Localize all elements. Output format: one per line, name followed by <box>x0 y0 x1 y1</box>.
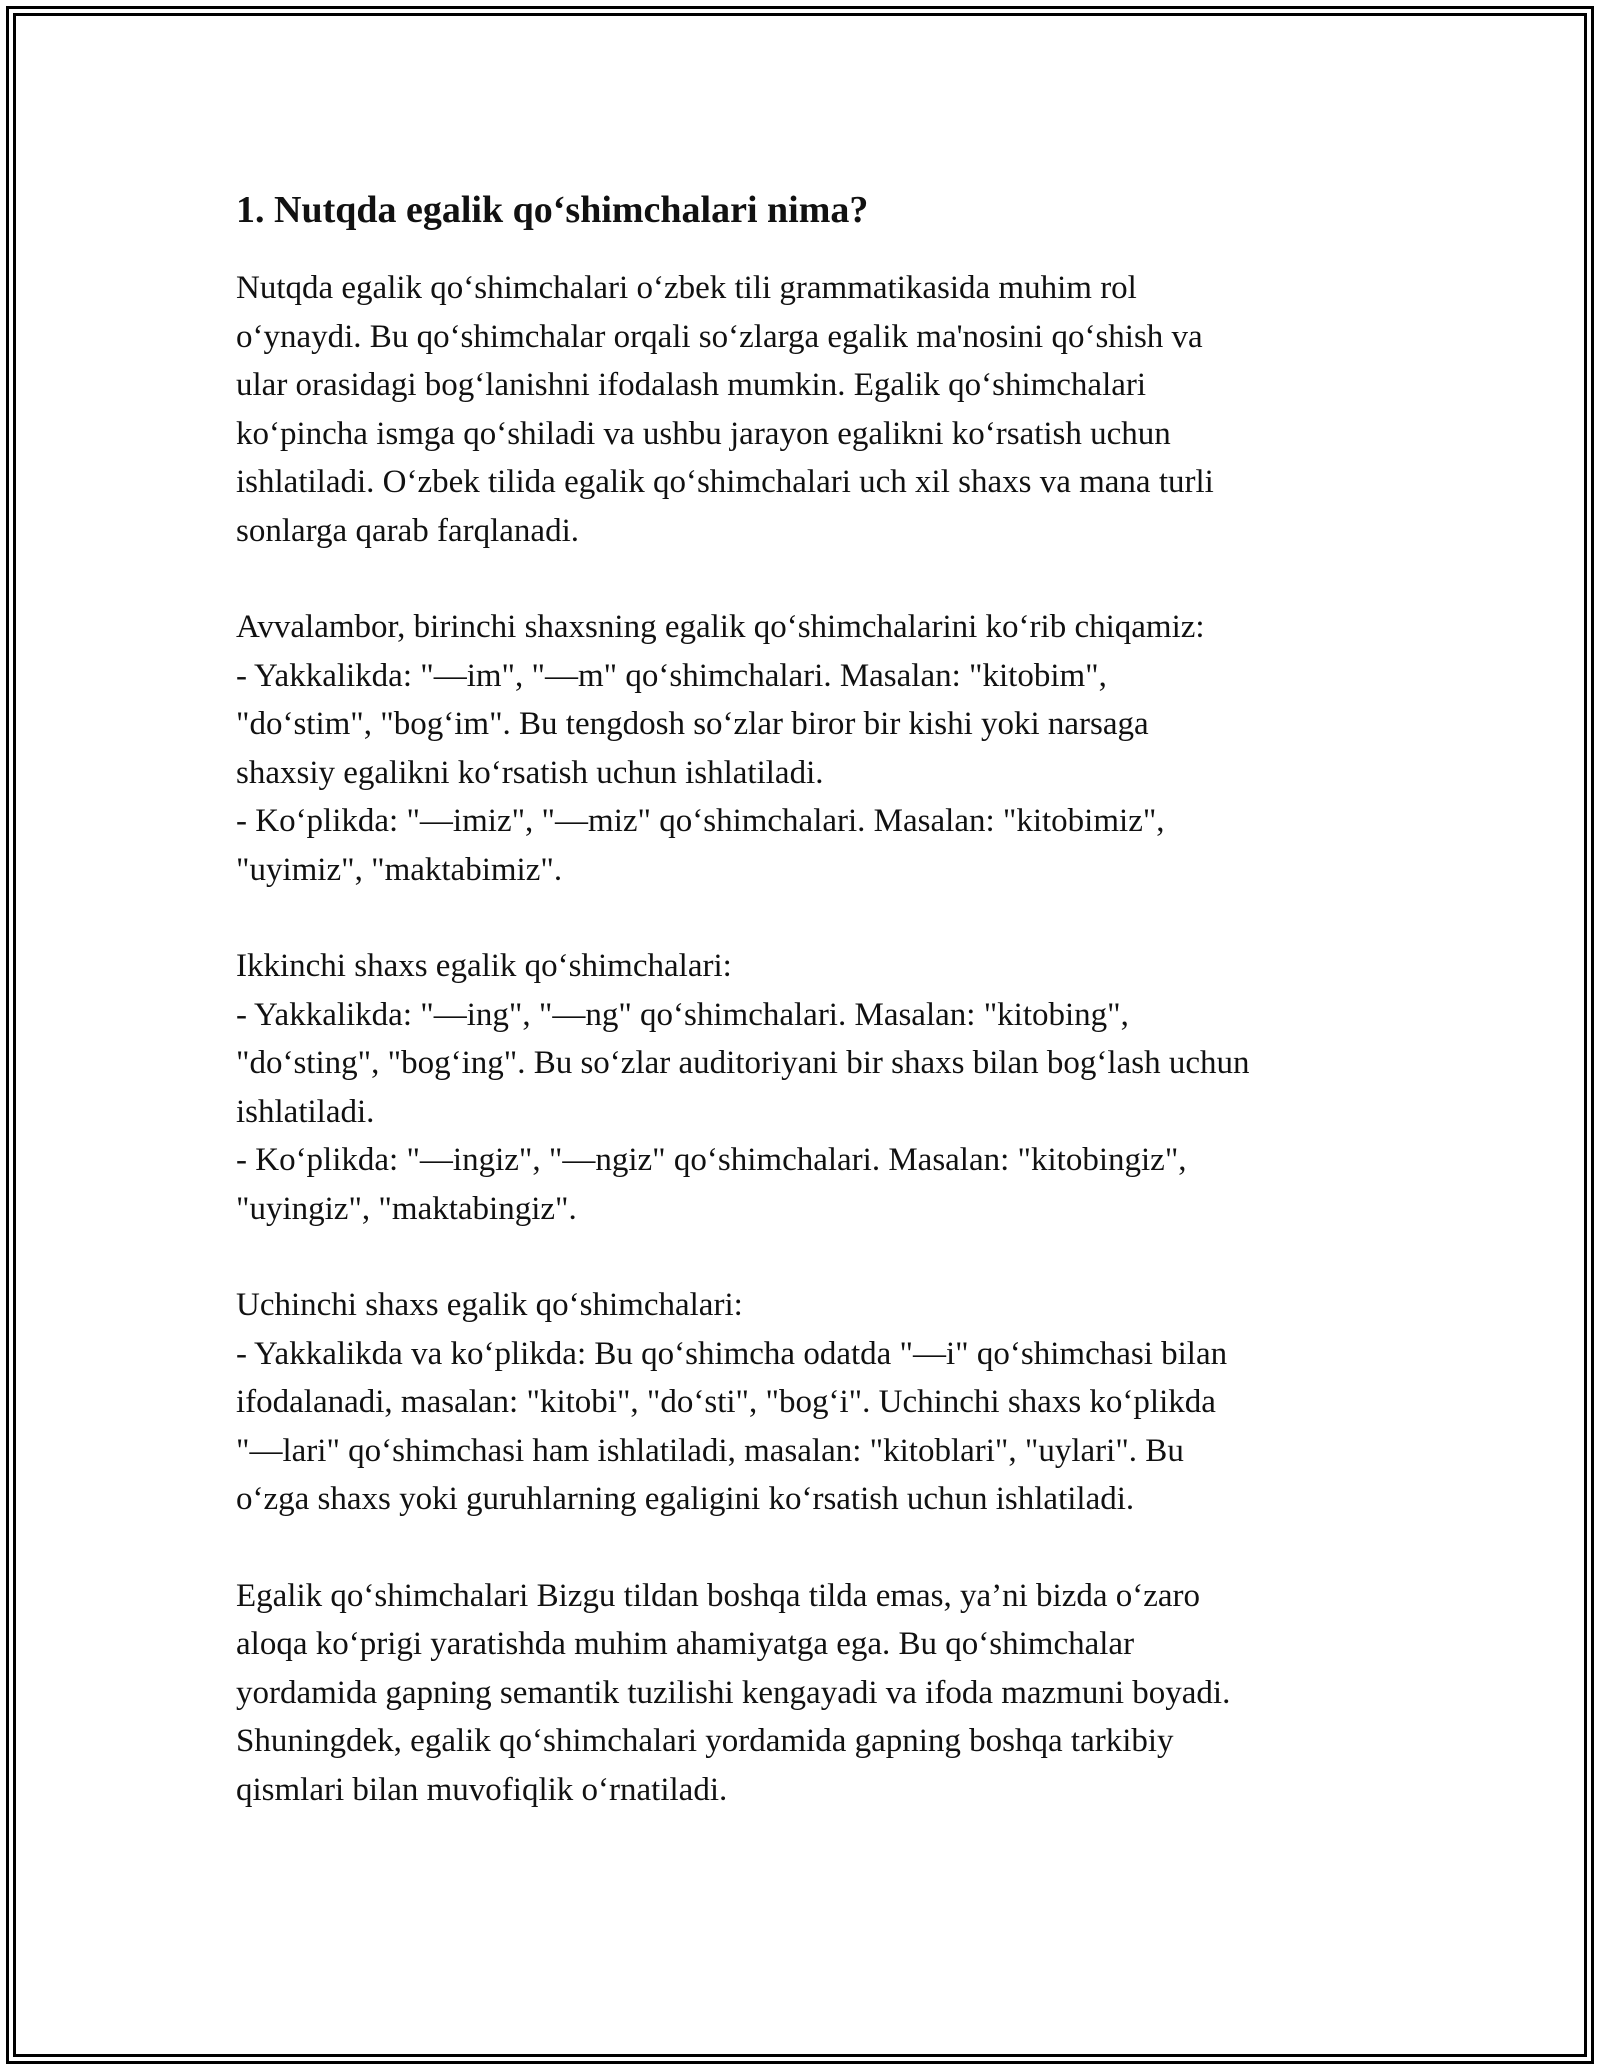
text-line: Uchinchi shaxs egalik qo‘shimchalari: <box>236 1287 743 1323</box>
text-line: ular orasidagi bog‘lanishni ifodalash mumkin. Egalik qo‘shimchalari <box>236 367 1147 403</box>
text-line: ifodalanadi, masalan: "kitobi", "do‘sti", "bog‘i". Uchinchi shaxs ko‘plikda <box>236 1384 1216 1420</box>
text-line: - Yakkalikda va ko‘plikda: Bu qo‘shimcha odatda "—i" qo‘shimchasi bilan <box>236 1335 1228 1372</box>
text-line: ko‘pincha ismga qo‘shiladi va ushbu jarayon egalikni ko‘rsatish uchun <box>236 415 1171 452</box>
text-line: yordamida gapning semantik tuzilishi kengayadi va ifoda mazmuni boyadi. <box>236 1674 1231 1711</box>
text-line: sonlarga qarab farqlanadi. <box>236 512 579 549</box>
text-line: Egalik qo‘shimchalari Bizgu tildan boshqa tilda emas, ya’ni bizda o‘zaro <box>236 1577 1201 1614</box>
text-line: "—lari" qo‘shimchasi ham ishlatiladi, masalan: "kitoblari", "uylari". Bu <box>236 1432 1184 1469</box>
text-line: shaxsiy egalikni ko‘rsatish uchun ishlatiladi. <box>236 754 824 791</box>
text-line: "uyingiz", "maktabingiz". <box>236 1190 577 1227</box>
text-line: Shuningdek, egalik qo‘shimchalari yordamida gapning boshqa tarkibiy <box>236 1723 1174 1759</box>
text-line: Nutqda egalik qo‘shimchalari o‘zbek tili grammatikasida muhim rol <box>236 270 1137 306</box>
text-line: qismlari bilan muvofiqlik o‘rnatiladi. <box>236 1771 728 1808</box>
paragraph-first-person <box>236 603 1386 894</box>
text-line: o‘zga shaxs yoki guruhlarning egaligini ko‘rsatish uchun ishlatiladi. <box>236 1481 1135 1517</box>
text-line: o‘ynaydi. Bu qo‘shimchalar orqali so‘zlarga egalik ma'nosini qo‘shish va <box>236 318 1203 355</box>
text-line: - Yakkalikda: "—ing", "—ng" qo‘shimchalari. Masalan: "kitobing", <box>236 996 1129 1033</box>
paragraph-conclusion <box>236 1572 1386 1815</box>
text-line: "uyimiz", "maktabimiz". <box>236 851 563 888</box>
text-line: ishlatiladi. <box>236 1093 375 1130</box>
text-line: - Ko‘plikda: "—imiz", "—miz" qo‘shimchalari. Masalan: "kitobimiz", <box>236 803 1165 839</box>
document-title: 1. Nutqda egalik qo‘shimchalari nima? <box>236 189 869 231</box>
paragraph-third-person <box>236 1281 1386 1524</box>
text-line: - Ko‘plikda: "—ingiz", "—ngiz" qo‘shimchalari. Masalan: "kitobingiz", <box>236 1142 1187 1178</box>
document-body <box>236 186 1386 1862</box>
text-line: Ikkinchi shaxs egalik qo‘shimchalari: <box>236 948 732 984</box>
paragraph-intro <box>236 264 1386 555</box>
paragraph-second-person <box>236 942 1386 1233</box>
text-line: aloqa ko‘prigi yaratishda muhim ahamiyatga ega. Bu qo‘shimchalar <box>236 1626 1135 1662</box>
text-line: Avvalambor, birinchi shaxsning egalik qo‘shimchalarini ko‘rib chiqamiz: <box>236 609 1205 645</box>
text-line: ishlatiladi. O‘zbek tilida egalik qo‘shimchalari uch xil shaxs va mana turli <box>236 464 1214 500</box>
text-line: - Yakkalikda: "—im", "—m" qo‘shimchalari. Masalan: "kitobim", <box>236 657 1107 694</box>
text-line: "do‘stim", "bog‘im". Bu tengdosh so‘zlar biror bir kishi yoki narsaga <box>236 706 1149 742</box>
text-line: "do‘sting", "bog‘ing". Bu so‘zlar auditoriyani bir shaxs bilan bog‘lash uchun <box>236 1045 1250 1081</box>
